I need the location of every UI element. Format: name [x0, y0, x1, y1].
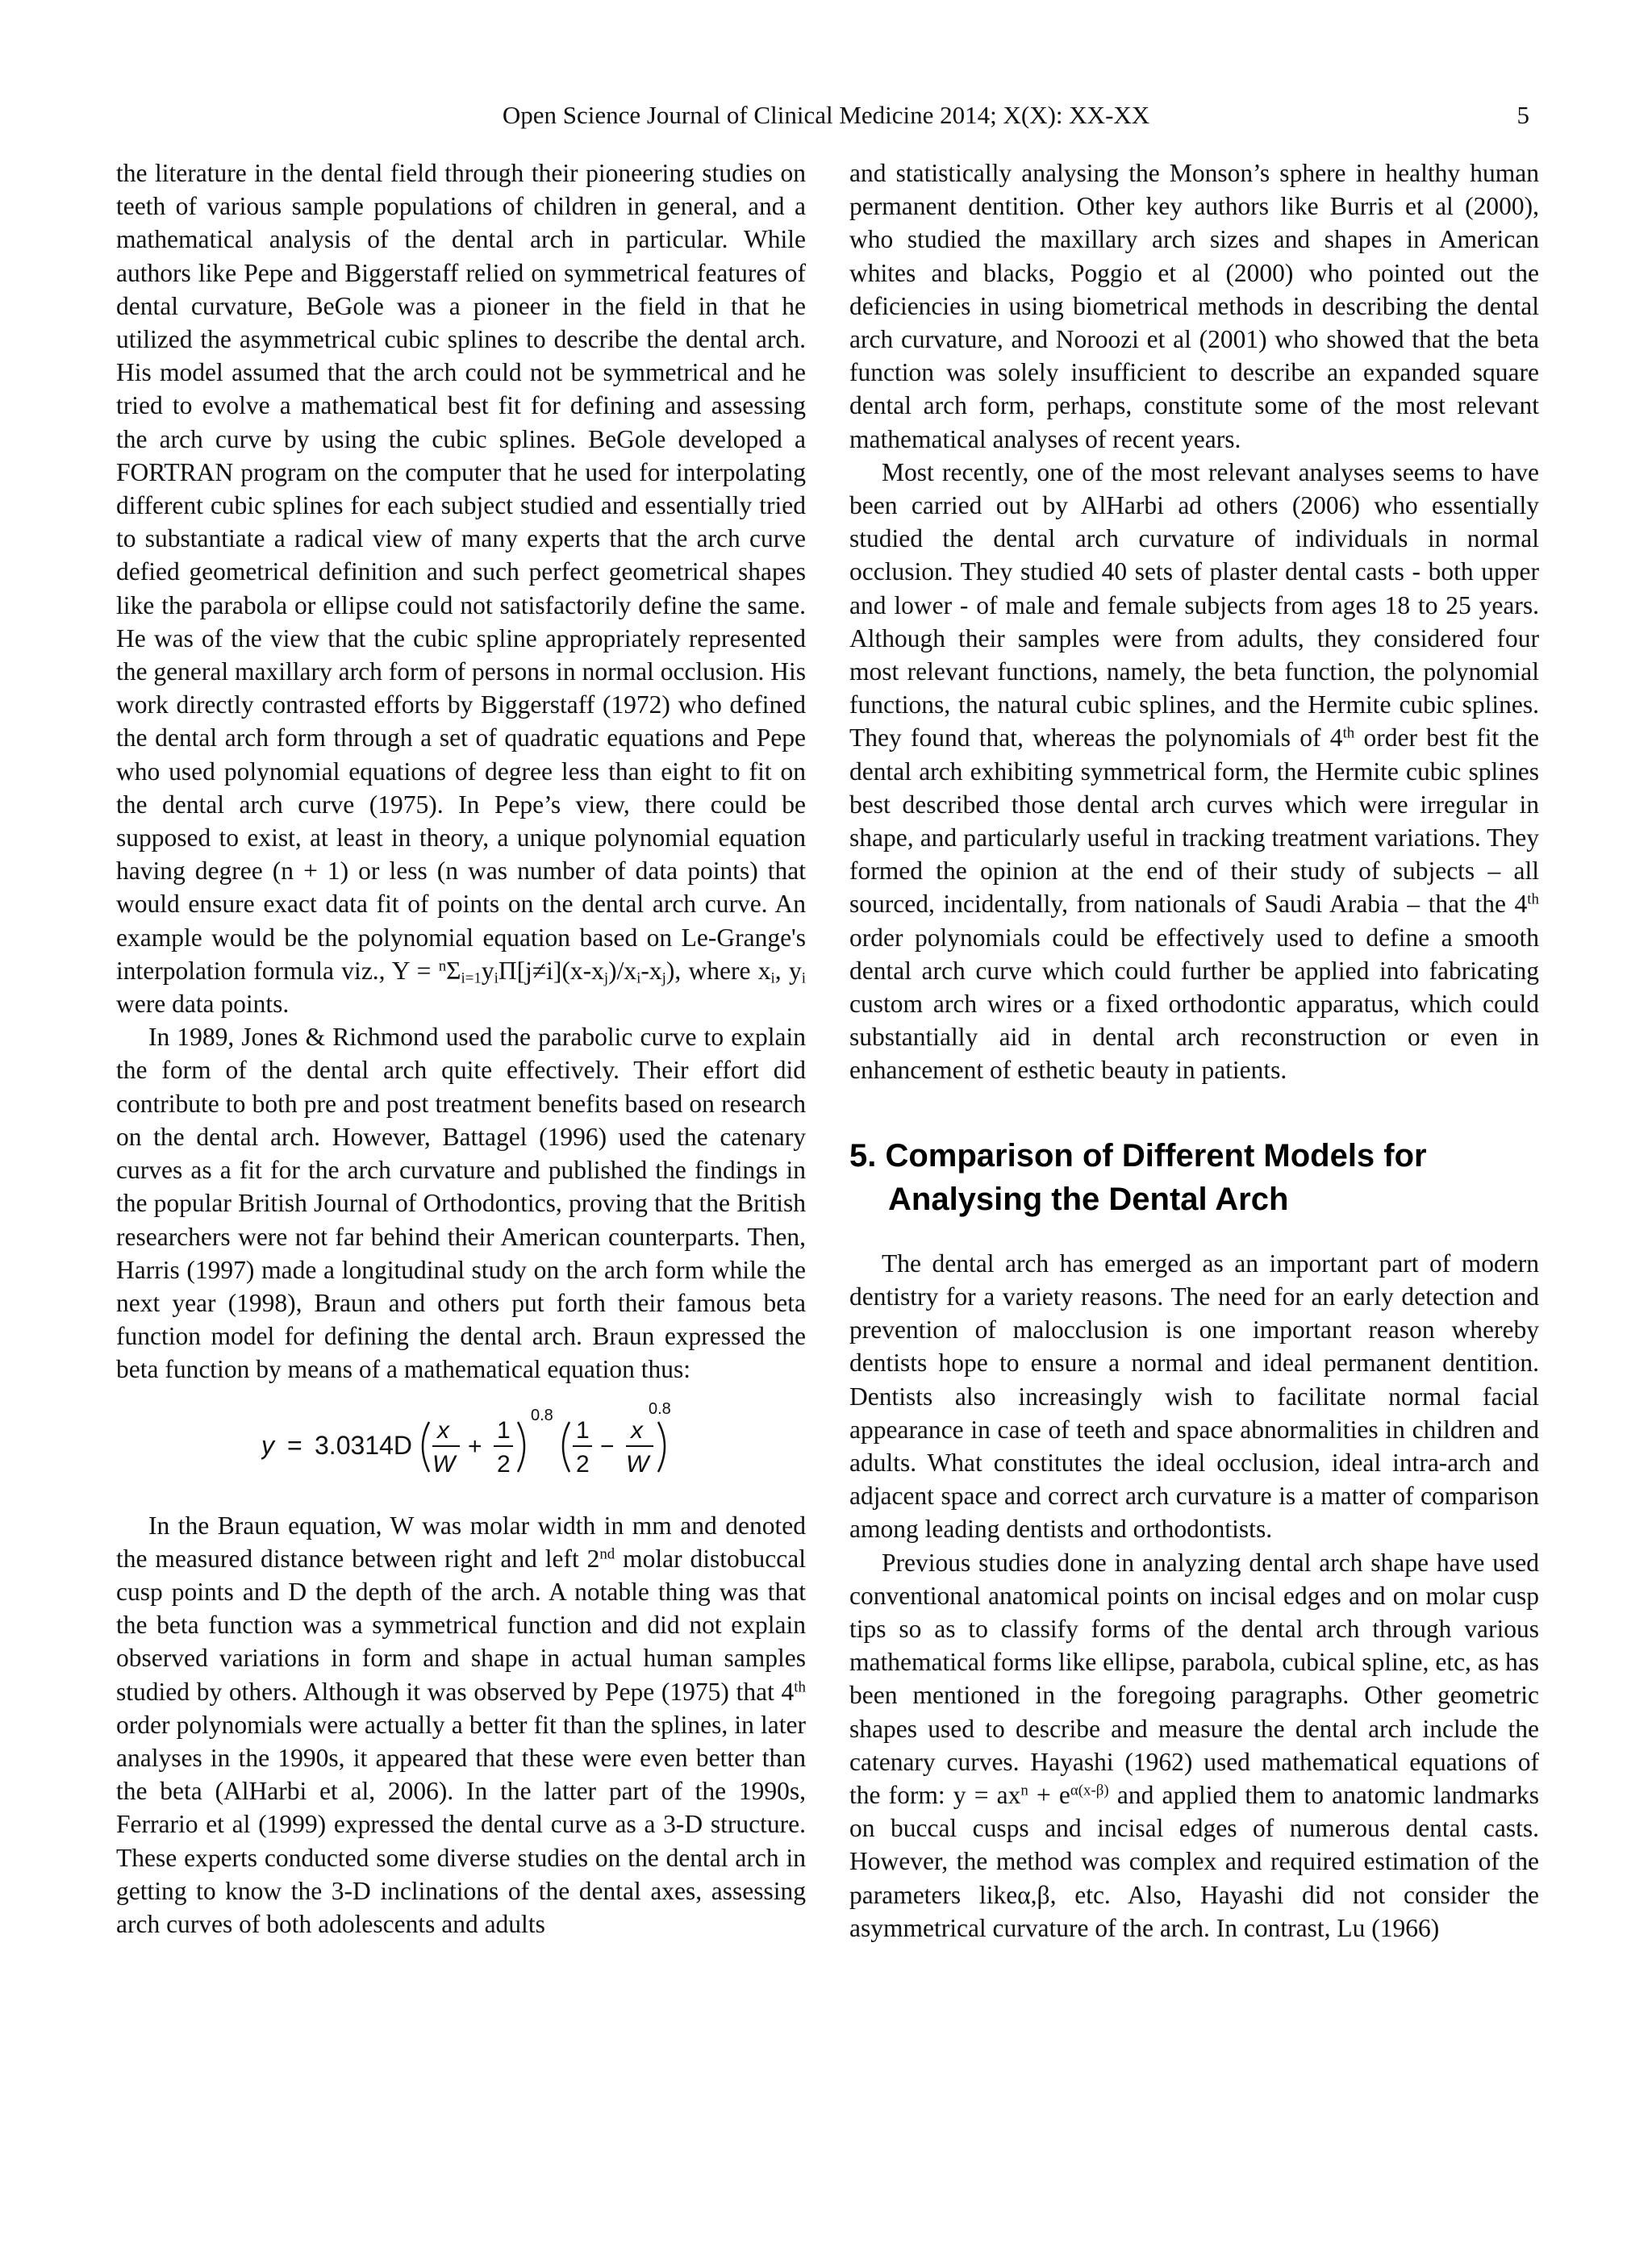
- eq-one1: 1: [497, 1416, 511, 1444]
- paragraph: Most recently, one of the most relevant analyses seems to have been carried out by AlHarbi ad others (2006) who essentially studied the dental arch curvature of individuals in normal occlusion. They studied 40 sets of plaster dental casts - both upper and lower - of male and female subjects from ages 18 to 25 years. Although their samples were from adults, they considered four most relevant functions, namely, the beta function, the polynomial functions, the natural cubic splines, and the Hermite cubic splines. They found that, whereas the polynomials of 4th order best fit the dental arch exhibiting symmetrical form, the Hermite cubic splines best described those dental arch curves which were irregular in shape, and particularly useful in tracking treatment variations. They formed the opinion at the end of their study of subjects – all sourced, incidentally, from nationals of Saudi Arabia – that the 4th order polynomials could be effectively used to define a smooth dental arch curve which could further be applied into fabricating custom arch wires or a fixed orthodontic apparatus, which could substantially aid in dental arch reconstruction or even in enhancement of esthetic beauty in patients.: [849, 457, 1539, 1085]
- left-column: [116, 156, 806, 1941]
- eq-W1: W: [432, 1450, 456, 1478]
- eq-two2: 2: [576, 1450, 590, 1478]
- eq-equals: =: [287, 1430, 302, 1460]
- running-header: [0, 95, 1652, 135]
- eq-two1: 2: [497, 1450, 511, 1478]
- paragraph: The dental arch has emerged as an important part of modern dentistry for a variety reasons. The need for an early detection and prevention of malocclusion is one important reason whereby dentists hope to ensure a normal and ideal permanent dentition. Dentists also increasingly wish to facilitate normal facial appearance in case of teeth and space abnormalities in children and adults. What constitutes the ideal occlusion, ideal intra-arch and adjacent space and correct arch curvature is a matter of comparison among leading dentists and orthodontists.: [849, 1249, 1539, 1544]
- page-number: 5: [1516, 101, 1529, 129]
- braun-beta-equation: [116, 1388, 806, 1509]
- eq-x2: x: [631, 1416, 643, 1444]
- eq-plus: +: [468, 1432, 482, 1460]
- paragraph: the literature in the dental field through their pioneering studies on teeth of various sample populations of children in general, and a mathematical analysis of the dental arch in particular. While authors like Pepe and Biggerstaff relied on symmetrical features of dental curvature, BeGole was a pioneer in the field in that he utilized the asymmetrical cubic splines to describe the dental arch. His model assumed that the arch could not be symmetrical and he tried to evolve a mathematical best fit for defining and assessing the arch curve by using the cubic splines. BeGole developed a FORTRAN program on the computer that he used for interpolating different cubic splines for each subject studied and essentially tried to substantiate a radical view of many experts that the arch curve defied geometrical definition and such perfect geometrical shapes like the parabola or ellipse could not satisfactorily define the same. He was of the view that the cubic spline appropriately represented the general maxillary arch form of persons in normal occlusion. His work directly contrasted efforts by Biggerstaff (1972) who defined the dental arch form through a set of quadratic equations and Pepe who used polynomial equations of degree less than eight to fit on the dental arch curve (1975). In Pepe’s view, there could be supposed to exist, at least in theory, a unique polynomial equation having degree (n + 1) or less (n was number of data points) that would ensure exact data fit of points on the dental arch curve. An example would be the polynomial equation based on Le-Grange's interpolation formula viz., $Y = ^n\Sigma_{i=1}y_i\Pi[j\ne i](x-x_j)/x_i-x_j$), where $x_i$, $y_i$ were data points.: [116, 159, 806, 1019]
- equation-graphic: [261, 1388, 681, 1501]
- eq-x1: x: [437, 1416, 449, 1444]
- paragraph: Previous studies done in analyzing dental arch shape have used conventional anatomical points on incisal edges and on molar cusp tips so as to classify forms of the dental arch through various mathematical forms like ellipse, parabola, cubical spline, etc, as has been mentioned in the foregoing paragraphs. Other geometric shapes used to describe and measure the dental arch include the catenary curves. Hayashi (1962) used mathematical equations of the form: $y = ax^n + e^{\alpha(x-\beta)}$ and applied them to anatomic landmarks on buccal cusps and incisal edges of numerous dental casts. However, the method was complex and required estimation of the parameters likeα,β, etc. Also, Hayashi did not consider the asymmetrical curvature of the arch. In contrast, Lu (1966): [849, 1548, 1539, 1942]
- right-column: [849, 156, 1539, 1945]
- eq-exp2: 0.8: [649, 1399, 671, 1418]
- section-heading: 5. Comparison of Different Models for Analysing the Dental Arch: [849, 1137, 1427, 1217]
- paragraph: and statistically analysing the Monson’s sphere in healthy human permanent dentition. Other key authors like Burris et al (2000), who studied the maxillary arch sizes and shapes in American whites and blacks, Poggio et al (2000) who pointed out the deficiencies in using biometrical methods in describing the dental arch curvature, and Noroozi et al (2001) who showed that the beta function was solely insufficient to describe an expanded square dental arch form, perhaps, constitute some of the most relevant mathematical analyses of recent years.: [849, 159, 1539, 453]
- eq-W2: W: [626, 1450, 649, 1478]
- eq-coef: 3.0314D: [315, 1430, 412, 1460]
- eq-lhs: y: [261, 1430, 274, 1460]
- eq-minus: −: [600, 1432, 615, 1460]
- eq-exp1: 0.8: [531, 1406, 553, 1424]
- eq-one2: 1: [576, 1416, 590, 1444]
- paragraph: In the Braun equation, W was molar width in mm and denoted the measured distance between right and left 2nd molar distobuccal cusp points and D the depth of the arch. A notable thing was that the beta function was a symmetrical function and did not explain observed variations in form and shape in actual human samples studied by others. Although it was observed by Pepe (1975) that 4th order polynomials were actually a better fit than the splines, in later analyses in the 1990s, it appeared that these were even better than the beta (AlHarbi et al, 2006). In the latter part of the 1990s, Ferrario et al (1999) expressed the dental curve as a 3-D structure. These experts conducted some diverse studies on the dental arch in getting to know the 3-D inclinations of the dental axes, assessing arch curves of both adolescents and adults: [116, 1511, 806, 1938]
- journal-citation: Open Science Journal of Clinical Medicine 2014; X(X): XX-XX: [502, 101, 1150, 129]
- paragraph: In 1989, Jones & Richmond used the parabolic curve to explain the form of the dental arch quite effectively. Their effort did contribute to both pre and post treatment benefits based on research on the dental arch. However, Battagel (1996) used the catenary curves as a fit for the arch curvature and published the findings in the popular British Journal of Orthodontics, proving that the British researchers were not far behind their American counterparts. Then, Harris (1997) made a longitudinal study on the arch form while the next year (1998), Braun and others put forth their famous beta function model for defining the dental arch. Braun expressed the beta function by means of a mathematical equation thus:: [116, 1023, 806, 1384]
